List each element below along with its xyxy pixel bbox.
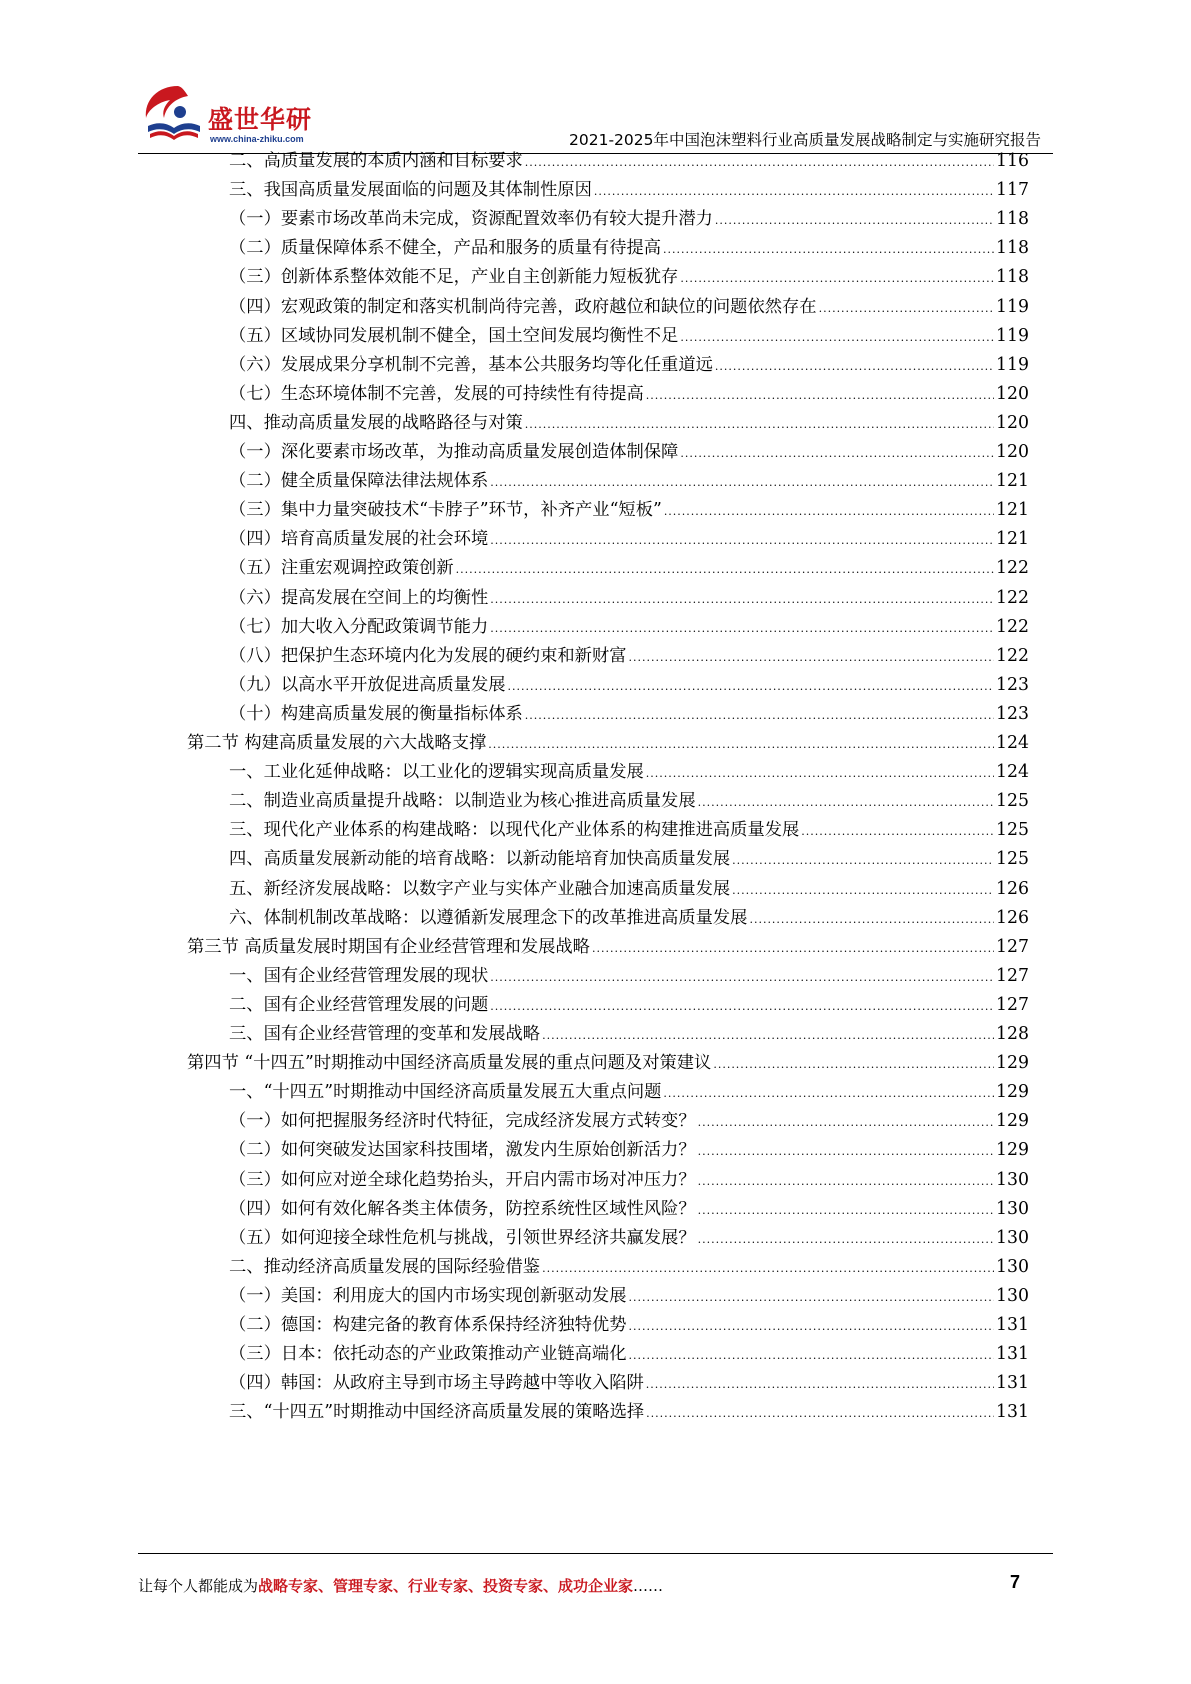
toc-entry[interactable]: [229, 815, 1029, 846]
toc-entry-page: 131: [996, 1344, 1029, 1365]
toc-entry[interactable]: [229, 1252, 1029, 1283]
toc-dot-leader: [594, 176, 994, 207]
toc-entry-page: 130: [996, 1285, 1029, 1306]
toc-dot-leader: [663, 1078, 994, 1109]
toc-entry-title: （四）如何有效化解各类主体债务，防控系统性区域性风险？: [229, 1198, 696, 1219]
toc-entry-page: 124: [996, 733, 1029, 753]
toc-dot-leader: [680, 438, 994, 469]
toc-entry[interactable]: [229, 1165, 1029, 1196]
toc-entry[interactable]: [229, 379, 1029, 410]
toc-entry-page: 123: [996, 674, 1029, 695]
toc-entry-title: （三）集中力量突破技术“卡脖子”环节，补齐产业“短板”: [229, 500, 662, 521]
toc-entry[interactable]: [187, 1048, 1029, 1079]
toc-entry-page: 120: [996, 412, 1029, 433]
footer-slogan: [138, 1575, 663, 1596]
toc-dot-leader: [698, 1195, 994, 1226]
toc-entry-title: 二、高质量发展的本质内涵和目标要求: [229, 151, 523, 171]
toc-entry[interactable]: [229, 1194, 1029, 1225]
toc-entry[interactable]: [229, 786, 1029, 817]
toc-entry-title: （五）注重宏观调控政策创新: [229, 558, 454, 579]
toc-entry-page: 127: [996, 965, 1029, 986]
toc-entry-title: 三、国有企业经营管理的变革和发展战略: [229, 1024, 541, 1044]
toc-dot-leader: [698, 1166, 994, 1197]
toc-entry-title: 第三节 高质量发展时期国有企业经营管理和发展战略: [187, 936, 590, 957]
toc-entry-page: 121: [996, 500, 1029, 521]
toc-entry-title: 二、推动经济高质量发展的国际经验借鉴: [229, 1256, 541, 1277]
toc-entry[interactable]: [229, 757, 1029, 788]
toc-entry-title: （三）创新体系整体效能不足，产业自主创新能力短板犹存: [229, 267, 679, 288]
toc-dot-leader: [698, 1107, 994, 1138]
toc-entry[interactable]: [229, 408, 1029, 439]
toc-entry-title: 一、国有企业经营管理发展的现状: [229, 965, 489, 986]
toc-dot-leader: [663, 234, 994, 265]
toc-entry-title: （六）发展成果分享机制不完善，基本公共服务均等化任重道远: [229, 354, 713, 375]
toc-entry-title: （一）要素市场改革尚未完成，资源配置效率仍有较大提升潜力: [229, 209, 713, 230]
toc-entry-page: 122: [996, 587, 1029, 608]
toc-entry-page: 119: [996, 354, 1029, 375]
toc-entry[interactable]: [229, 262, 1029, 293]
toc-entry-title: 一、工业化延伸战略：以工业化的逻辑实现高质量发展: [229, 762, 644, 783]
toc-entry[interactable]: [229, 495, 1029, 526]
toc-entry-page: 121: [996, 529, 1029, 550]
toc-entry-title: （二）质量保障体系不健全，产品和服务的质量有待提高: [229, 238, 662, 259]
toc-entry[interactable]: [229, 524, 1029, 555]
toc-entry[interactable]: [229, 1223, 1029, 1254]
toc-entry-page: 129: [996, 1082, 1029, 1103]
toc-entry[interactable]: [229, 670, 1029, 701]
toc-entry[interactable]: [229, 583, 1029, 614]
toc-entry[interactable]: [229, 903, 1029, 934]
toc-entry-title: 四、高质量发展新动能的培育战略：以新动能培育加快高质量发展: [229, 849, 731, 870]
logo-name: 盛世华研: [208, 105, 313, 134]
toc-entry-title: （六）提高发展在空间上的均衡性: [229, 587, 489, 608]
toc-entry[interactable]: [229, 1019, 1029, 1050]
toc-entry-page: 125: [996, 849, 1029, 870]
toc-dot-leader: [680, 263, 994, 294]
toc-entry-page: 118: [996, 238, 1029, 259]
toc-entry[interactable]: [229, 961, 1029, 992]
toc-dot-leader: [732, 875, 994, 906]
toc-entry-title: （十）构建高质量发展的衡量指标体系: [229, 703, 523, 724]
toc-dot-leader: [490, 613, 994, 644]
toc-entry-title: （五）如何迎接全球性危机与挑战，引领世界经济共赢发展？: [229, 1227, 696, 1248]
toc-entry-page: 119: [996, 296, 1029, 317]
toc-entry-page: 130: [996, 1169, 1029, 1190]
toc-entry[interactable]: [229, 1135, 1029, 1166]
toc-dot-leader: [680, 322, 994, 353]
toc-entry-title: （八）把保护生态环境内化为发展的硬约束和新财富: [229, 645, 627, 666]
toc-dot-leader: [646, 1398, 994, 1429]
toc-entry[interactable]: [229, 844, 1029, 875]
toc-entry-title: （一）深化要素市场改革，为推动高质量发展创造体制保障: [229, 442, 679, 462]
toc-entry-page: 126: [996, 878, 1029, 899]
toc-dot-leader: [664, 496, 994, 527]
toc-entry-page: 131: [996, 1315, 1029, 1335]
toc-dot-leader: [490, 584, 994, 615]
page-number: 7: [1010, 1572, 1021, 1592]
toc-entry-page: 118: [996, 209, 1029, 230]
toc-entry-page: 122: [996, 645, 1029, 666]
toc-entry-page: 131: [996, 1402, 1029, 1423]
toc-entry[interactable]: [229, 437, 1029, 468]
toc-entry-page: 129: [996, 1053, 1029, 1074]
toc-entry-page: 130: [996, 1227, 1029, 1248]
toc-entry-page: 124: [996, 762, 1029, 783]
footer-divider: [138, 1553, 1053, 1554]
toc-dot-leader: [456, 554, 994, 585]
toc-entry[interactable]: [229, 1397, 1029, 1428]
toc-entry-page: 118: [996, 267, 1029, 288]
toc-dot-leader: [628, 1340, 994, 1371]
toc-entry-page: 128: [996, 1024, 1029, 1044]
toc-entry-title: 二、制造业高质量提升战略：以制造业为核心推进高质量发展: [229, 791, 696, 812]
toc-entry[interactable]: [229, 1077, 1029, 1108]
toc-entry[interactable]: [229, 146, 1029, 177]
toc-entry-page: 131: [996, 1373, 1029, 1394]
toc-entry-page: 125: [996, 791, 1029, 812]
toc-dot-leader: [698, 1136, 994, 1167]
toc-entry-page: 129: [996, 1140, 1029, 1161]
toc-entry[interactable]: [187, 932, 1029, 963]
toc-entry-title: （四）宏观政策的制定和落实机制尚待完善，政府越位和缺位的问题依然存在: [229, 296, 817, 317]
toc-entry-title: （五）区域协同发展机制不健全，国土空间发展均衡性不足: [229, 325, 679, 346]
slogan-highlight: 战略专家、管理专家、行业专家、投资专家、成功企业家: [258, 1577, 634, 1595]
toc-entry[interactable]: [229, 1339, 1029, 1370]
toc-dot-leader: [525, 700, 994, 731]
toc-entry[interactable]: [229, 292, 1029, 323]
toc-entry-page: 130: [996, 1256, 1029, 1277]
toc-dot-leader: [490, 525, 994, 556]
toc-entry-page: 126: [996, 907, 1029, 928]
toc-entry-title: （七）生态环境体制不完善，发展的可持续性有待提高: [229, 383, 644, 404]
toc-dot-leader: [715, 351, 994, 382]
toc-entry[interactable]: [229, 1281, 1029, 1312]
toc-entry[interactable]: [229, 1106, 1029, 1137]
toc-entry-page: 120: [996, 383, 1029, 404]
toc-dot-leader: [490, 962, 994, 993]
slogan-prefix: 让每个人都能成为: [138, 1577, 259, 1595]
toc-dot-leader: [732, 845, 994, 876]
toc-entry-page: 122: [996, 558, 1029, 579]
company-logo: [140, 82, 315, 152]
toc-entry-page: 122: [996, 616, 1029, 637]
toc-dot-leader: [592, 933, 994, 964]
toc-dot-leader: [646, 758, 994, 789]
toc-entry-title: 一、“十四五”时期推动中国经济高质量发展五大重点问题: [229, 1082, 662, 1103]
toc-dot-leader: [646, 1369, 994, 1400]
toc-entry[interactable]: [229, 641, 1029, 672]
logo-swoosh-icon: [140, 82, 210, 152]
toc-dot-leader: [698, 1224, 994, 1255]
toc-dot-leader: [628, 1282, 994, 1313]
toc-dot-leader: [698, 787, 994, 818]
toc-entry[interactable]: [229, 1310, 1029, 1341]
toc-dot-leader: [490, 991, 994, 1022]
toc-entry-title: （二）德国：构建完备的教育体系保持经济独特优势: [229, 1315, 627, 1335]
toc-dot-leader: [715, 205, 994, 236]
toc-dot-leader: [542, 1253, 994, 1284]
toc-entry-page: 127: [996, 994, 1029, 1015]
toc-entry[interactable]: [229, 233, 1029, 264]
toc-entry-title: 二、国有企业经营管理发展的问题: [229, 994, 489, 1015]
document-title: 2021-2025年中国泡沫塑料行业高质量发展战略制定与实施研究报告: [569, 131, 1041, 149]
toc-dot-leader: [542, 1020, 994, 1051]
toc-entry-title: 三、“十四五”时期推动中国经济高质量发展的策略选择: [229, 1402, 645, 1423]
toc-entry[interactable]: [229, 874, 1029, 905]
toc-entry[interactable]: [229, 350, 1029, 381]
toc-entry-title: 四、推动高质量发展的战略路径与对策: [229, 412, 523, 433]
toc-entry-page: 130: [996, 1198, 1029, 1219]
toc-entry-title: 三、我国高质量发展面临的问题及其体制性原因: [229, 180, 592, 201]
toc-entry-page: 119: [996, 325, 1029, 346]
toc-dot-leader: [488, 729, 994, 760]
slogan-suffix: ……: [633, 1577, 664, 1595]
toc-dot-leader: [525, 409, 994, 440]
toc-entry-page: 123: [996, 703, 1029, 724]
toc-entry-title: 六、体制机制改革战略：以遵循新发展理念下的改革推进高质量发展: [229, 907, 748, 928]
toc-entry-title: （二）如何突破发达国家科技围堵，激发内生原始创新活力？: [229, 1140, 696, 1161]
toc-entry-title: 第四节 “十四五”时期推动中国经济高质量发展的重点问题及对策建议: [187, 1053, 712, 1074]
toc-dot-leader: [819, 293, 994, 324]
toc-entry-page: 117: [996, 180, 1029, 201]
toc-dot-leader: [646, 380, 994, 411]
toc-entry-title: （四）培育高质量发展的社会环境: [229, 529, 489, 550]
toc-entry[interactable]: [229, 204, 1029, 235]
toc-entry-title: （九）以高水平开放促进高质量发展: [229, 674, 506, 695]
toc-entry-title: （一）如何把握服务经济时代特征，完成经济发展方式转变？: [229, 1111, 696, 1132]
toc-entry[interactable]: [229, 175, 1029, 206]
toc-entry-page: 120: [996, 442, 1029, 462]
toc-entry[interactable]: [229, 553, 1029, 584]
toc-entry-page: 127: [996, 936, 1029, 957]
toc-dot-leader: [713, 1049, 994, 1080]
toc-entry[interactable]: [229, 699, 1029, 730]
logo-url: www.china-zhiku.com: [210, 134, 304, 144]
toc-entry-page: 125: [996, 820, 1029, 841]
toc-dot-leader: [628, 1311, 994, 1342]
toc-entry-title: 五、新经济发展战略：以数字产业与实体产业融合加速高质量发展: [229, 878, 731, 899]
toc-entry-title: （一）美国：利用庞大的国内市场实现创新驱动发展: [229, 1285, 627, 1306]
toc-dot-leader: [628, 642, 994, 673]
toc-entry[interactable]: [229, 990, 1029, 1021]
toc-entry-title: 第二节 构建高质量发展的六大战略支撑: [187, 733, 487, 753]
toc-dot-leader: [749, 904, 994, 935]
toc-entry-title: （七）加大收入分配政策调节能力: [229, 616, 489, 637]
toc-entry[interactable]: [229, 321, 1029, 352]
toc-dot-leader: [801, 816, 994, 847]
toc-entry-title: （三）如何应对逆全球化趋势抬头，开启内需市场对冲压力？: [229, 1169, 696, 1190]
toc-entry-title: 三、现代化产业体系的构建战略：以现代化产业体系的构建推进高质量发展: [229, 820, 800, 841]
toc-entry-title: （三）日本：依托动态的产业政策推动产业链高端化: [229, 1344, 627, 1365]
toc-entry[interactable]: [229, 1368, 1029, 1399]
toc-entry-title: （二）健全质量保障法律法规体系: [229, 471, 489, 492]
toc-entry[interactable]: [229, 466, 1029, 497]
toc-entry-page: 121: [996, 471, 1029, 492]
toc-dot-leader: [508, 671, 994, 702]
toc-entry-title: （四）韩国：从政府主导到市场主导跨越中等收入陷阱: [229, 1373, 644, 1394]
toc-dot-leader: [490, 467, 994, 498]
toc-dot-leader: [525, 147, 994, 178]
toc-entry-page: 129: [996, 1111, 1029, 1132]
toc-entry-page: 116: [996, 151, 1029, 171]
toc-entry[interactable]: [229, 612, 1029, 643]
toc-entry[interactable]: [187, 728, 1029, 759]
